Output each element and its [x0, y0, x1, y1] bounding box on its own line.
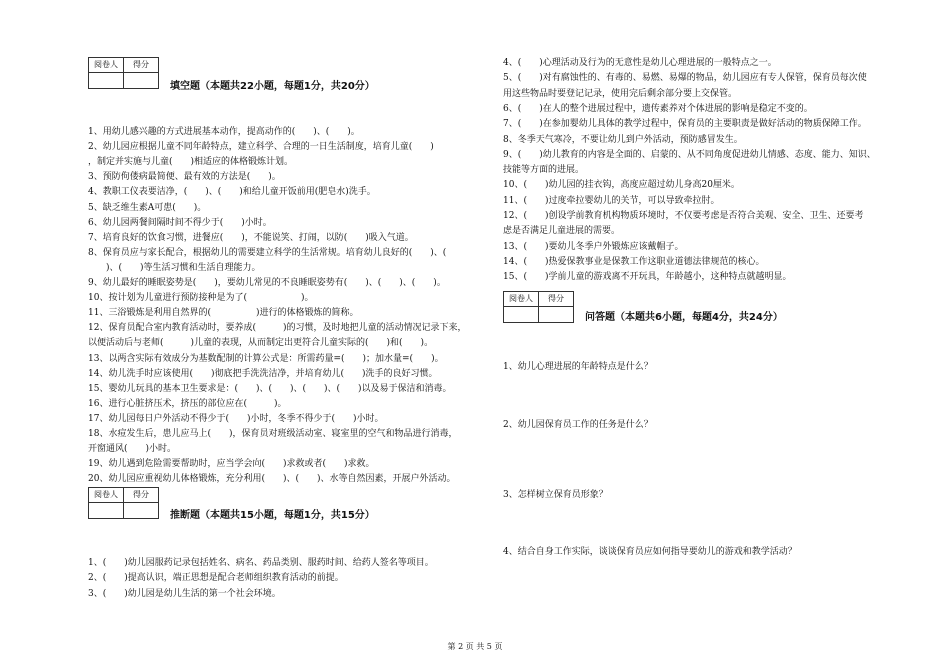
score-box-label-score: 得分 — [539, 292, 573, 307]
question-line: 11、三浴锻炼是利用自然界的( )进行的体格锻炼的简称。 — [88, 308, 359, 319]
question-line: 虑是否满足儿童进展的需要。 — [503, 226, 621, 237]
question-line: 4、教职工仪表要洁净，( )、( )和给儿童开饭前用(肥皂水)洗手。 — [88, 187, 376, 198]
question-line: 6、( )在人的整个进展过程中，遗传素养对个体进展的影响是稳定不变的。 — [503, 103, 813, 114]
question-line: 14、( )热爱保教事业是保教工作这职业道德法律规范的核心。 — [503, 256, 765, 267]
question-line: ，制定并实施与儿童( )相适应的体格锻炼计划。 — [88, 157, 294, 168]
question-line: 8、保育员应与家长配合，根据幼儿的需要建立科学的生活常规。培育幼儿良好的( )、( — [88, 247, 447, 258]
question-line: 14、幼儿洗手时应该使用( )彻底把手洗洗洁净，并培育幼儿( )洗手的良好习惯。 — [88, 368, 438, 379]
section-title-qa: 问答题（本题共6小题，每题4分，共24分） — [585, 312, 783, 323]
score-box-label-reviewer: 阅卷人 — [504, 292, 538, 307]
question-line: 技能等方面的进展。 — [503, 165, 585, 176]
question-line: 开窗通风( )小时。 — [88, 444, 177, 455]
question-line: 13、( )要幼儿冬季户外锻炼应该戴帽子。 — [503, 241, 684, 252]
question-line: 4、( )心理活动及行为的无意性是幼儿心理进展的一般特点之一。 — [503, 58, 777, 68]
question-line: 11、( )过度牵拉婴幼儿的关节，可以导致牵拉肘。 — [503, 195, 720, 206]
question-line: 1、( )幼儿园服药记录包括姓名、病名、药品类别、服药时间、给药人签名等项目。 — [88, 558, 434, 568]
question-line: 7、培育良好的饮食习惯，进餐应( )，不能说笑、打闹，以防( )吸入气道。 — [88, 232, 414, 243]
question-line: 15、婴幼儿玩具的基本卫生要求是：( )、( )、( )、( )以及易于保洁和消毒。 — [88, 383, 452, 394]
question-line: 3、( )幼儿园是幼儿生活的第一个社会环境。 — [88, 588, 281, 599]
question-line: 9、( )幼儿教育的内容是全面的、启蒙的、从不同角度促进幼儿情感、态度、能力、知识、 — [503, 149, 876, 160]
question-line: 19、幼儿遇到危险需要帮助时，应当学会向( )求救或者( )求救。 — [88, 459, 375, 470]
question-line: 17、幼儿园每日户外活动不得少于( )小时，冬季不得少于( )小时。 — [88, 413, 384, 424]
question-line: 10、( )幼儿园的挂衣钩，高度应超过幼儿身高20厘米。 — [503, 180, 740, 191]
question-line: 4、结合自身工作实际，谈谈保育员应如何指导要幼儿的游戏和教学活动？ — [503, 547, 797, 557]
score-box-label-score: 得分 — [124, 488, 158, 503]
score-box-label-reviewer: 阅卷人 — [89, 488, 123, 503]
question-line: 以便活动后与老师( )儿童的表现，从而制定出更符合儿童实际的( )和( )。 — [88, 338, 434, 349]
page-footer: 第 2 页 共 5 页 — [447, 642, 503, 651]
question-line: )、( )等生活习惯和生活自理能力。 — [88, 262, 261, 273]
question-line: 2、幼儿园应根据儿童不同年龄特点，建立科学、合理的一日生活制度，培育儿童( ) — [88, 142, 434, 153]
question-line: 2、幼儿园保育员工作的任务是什么？ — [503, 420, 653, 430]
question-line: 3、预防佝偻病最简便、最有效的方法是( )。 — [88, 172, 281, 183]
question-line: 18、水痘发生后，患儿应马上( )，保育员对班级活动室、寝室里的空气和物品进行消毒， — [88, 429, 458, 439]
question-line: 3、怎样树立保育员形象？ — [503, 490, 608, 500]
question-line: 13、以两含实际有效成分为基数配制的计算公式是：所需药量=( )；加水量=( )。 — [88, 353, 444, 364]
question-line: 5、缺乏维生素A可患( )。 — [88, 202, 207, 213]
score-box-label-score: 得分 — [124, 58, 158, 73]
question-line: 2、( )提高认识，端正思想是配合老师组织教育活动的前提。 — [88, 573, 344, 584]
question-line: 16、进行心脏挤压术，挤压的部位应在( )。 — [88, 398, 287, 409]
question-line: 12、( )创设学前教育机构物质环境时，不仅要考虑是否符合美观、安全、卫生、还要考 — [503, 211, 864, 221]
question-line: 9、幼儿最好的睡眠姿势是( )，要幼儿常见的不良睡眠姿势有( )、( )、( )。 — [88, 278, 446, 288]
question-line: 1、幼儿心理进展的年龄特点是什么？ — [503, 362, 653, 372]
question-line: 1、用幼儿感兴趣的方式进展基本动作，提高动作的( )、( )。 — [88, 127, 360, 137]
question-line: 7、( )在参加婴幼儿具体的教学过程中，保育员的主要职责是做好活动的物质保障工作。 — [503, 119, 867, 130]
question-line: 12、保育员配合室内教育活动时，要养成( )的习惯，及时地把儿童的活动情况记录下来， — [88, 323, 467, 334]
question-line: 用这些物品时要登记记录，使用完后剩余部分要上交保管。 — [503, 88, 738, 99]
section-title-judge: 推断题（本题共15小题，每题1分，共15分） — [170, 510, 375, 521]
section-title-fill: 填空题（本题共22小题，每题1分，共20分） — [170, 81, 375, 92]
question-line: 8、冬季天气寒冷，不要让幼儿到户外活动，预防感冒发生。 — [503, 134, 743, 145]
question-line: 6、幼儿园两餐间隔时间不得少于( )小时。 — [88, 217, 272, 228]
score-box-fill — [88, 57, 159, 89]
question-line: 5、( )对有腐蚀性的、有毒的、易燃、易爆的物品，幼儿园应有专人保管，保育员每次使 — [503, 73, 867, 84]
question-line: 10、按计划为儿童进行预防接种是为了( )。 — [88, 293, 314, 304]
score-box-qa — [503, 291, 574, 323]
score-box-label-reviewer: 阅卷人 — [89, 58, 123, 73]
question-line: 15、( )学前儿童的游戏离不开玩具，年龄越小，这种特点就越明显。 — [503, 272, 792, 283]
score-box-judge — [88, 487, 159, 519]
question-line: 20、幼儿园应重视幼儿体格锻炼，充分利用( )、( )、水等自然因素，开展户外活动。 — [88, 474, 456, 485]
